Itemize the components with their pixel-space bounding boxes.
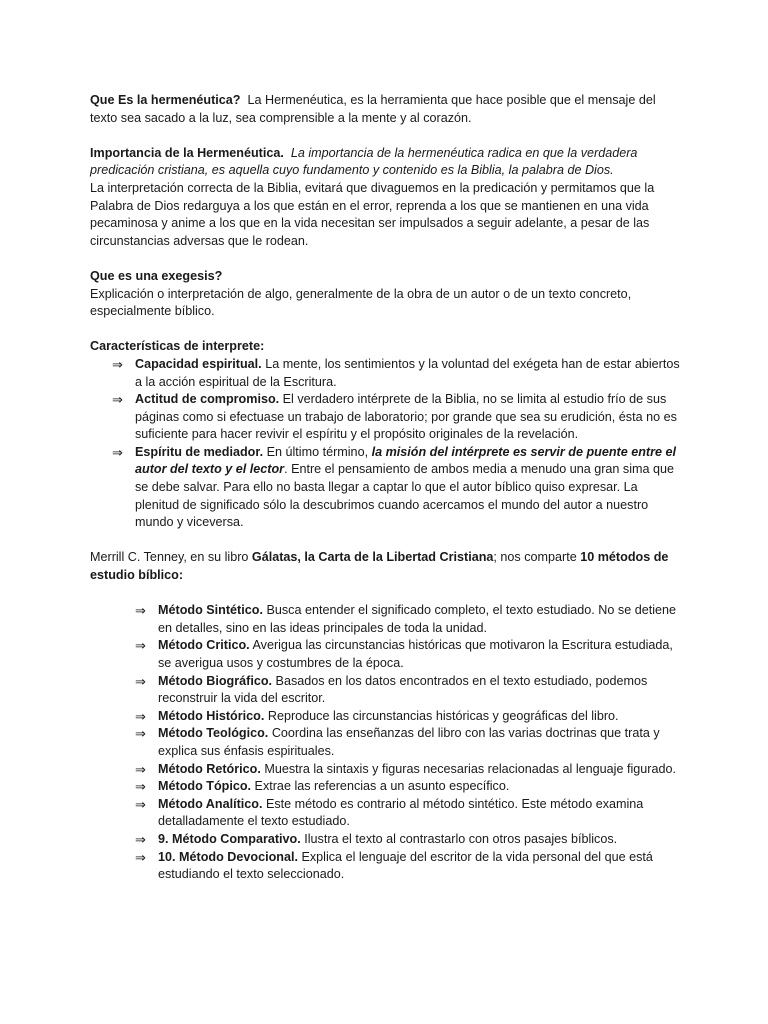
method-item bbox=[90, 761, 680, 779]
method-label: 10. Método Devocional. bbox=[158, 849, 298, 864]
section-title-importancia: Importancia de la Hermenéutica. bbox=[90, 145, 284, 160]
arrow-icon: ⇒ bbox=[135, 761, 146, 777]
section-title-hermeneutica: Que Es la hermenéutica? bbox=[90, 93, 241, 107]
method-label: Método Histórico. bbox=[158, 708, 265, 723]
method-label: Método Sintético. bbox=[158, 603, 263, 618]
method-label: Método Retórico. bbox=[158, 761, 261, 776]
method-text: Muestra la sintaxis y figuras necesarias relacionadas al lenguaje figurado. bbox=[264, 761, 676, 776]
list-item: ⇒ Capacidad espiritual. La mente, los sentimientos y la voluntad del exégeta han de estar abiertos a la acción espiritual de la Escritura. bbox=[112, 356, 680, 389]
method-label: Método Tópico. bbox=[158, 779, 252, 794]
method-item bbox=[90, 831, 680, 849]
arrow-icon: ⇒ bbox=[135, 708, 146, 724]
method-label: Método Teológico. bbox=[158, 726, 269, 741]
characteristics-list bbox=[90, 356, 680, 532]
method-item bbox=[90, 708, 680, 726]
method-text: Extrae las referencias a un asunto específico. bbox=[254, 779, 510, 794]
book-title: Gálatas, la Carta de la Libertad Cristiana bbox=[251, 550, 494, 565]
method-item bbox=[90, 637, 680, 672]
method-item bbox=[90, 778, 680, 796]
arrow-icon: ⇒ bbox=[112, 444, 123, 460]
method-item bbox=[90, 602, 680, 637]
method-text: Reproduce las circunstancias históricas y geográficas del libro. bbox=[267, 708, 619, 723]
method-text: Averigua las circunstancias históricas que motivaron la Escritura estudiada, se averigua usos y costumbres de la época. bbox=[158, 638, 673, 670]
hermeneutica-definition bbox=[90, 92, 680, 127]
method-label: Método Analítico. bbox=[158, 796, 263, 811]
method-text: Busca entender el significado completo, el texto estudiado. No se detiene en detalles, sino en las ideas principales de toda la unidad. bbox=[158, 603, 677, 635]
tenney-paragraph: Merrill C. Tenney, en su libro Gálatas, la Carta de la Libertad Cristiana; nos comparte 10 métodos de estudio bíblico: bbox=[90, 550, 669, 583]
arrow-icon: ⇒ bbox=[135, 726, 146, 742]
section-title-caracteristicas: Características de interprete: bbox=[90, 339, 265, 354]
methods-list bbox=[90, 602, 680, 884]
arrow-icon: ⇒ bbox=[135, 638, 146, 654]
arrow-icon: ⇒ bbox=[135, 849, 146, 865]
method-text: Explica el lenguaje del escritor de la vida personal del que está estudiando el texto seleccionado. bbox=[158, 849, 653, 882]
method-label: 9. Método Comparativo. bbox=[158, 831, 301, 846]
method-item bbox=[90, 796, 680, 831]
section-title-exegesis: Que es una exegesis? bbox=[90, 268, 223, 283]
arrow-icon: ⇒ bbox=[135, 673, 146, 689]
arrow-icon: ⇒ bbox=[135, 603, 146, 619]
exegesis-text: Explicación o interpretación de algo, generalmente de la obra de un autor o de un texto concreto, especialmente bíblico. bbox=[90, 286, 632, 319]
method-item bbox=[90, 725, 680, 760]
method-label: Método Critico. bbox=[158, 638, 250, 653]
method-text: Basados en los datos encontrados en el texto estudiado, podemos reconstruir la vida del escritor. bbox=[158, 673, 648, 706]
importancia-text: La interpretación correcta de la Biblia, evitará que divaguemos en la predicación y permitamos que la Palabra de Dios redarguya a los que están en el error, reprenda a los que se mantienen en una vida pecaminosa y anime a los que en la vida necesitan ser impulsados a seguir adelante, a pesar de las circunstancias adversas que le rodean. bbox=[90, 180, 655, 248]
importancia-paragraph bbox=[90, 145, 680, 180]
importancia-italic-text: La importancia de la hermenéutica radica en que la verdadera predicación cristiana, es aquella cuyo fundamento y contenido es la Biblia, la palabra de Dios. bbox=[90, 145, 638, 178]
list-item: ⇒ Actitud de compromiso. El verdadero intérprete de la Biblia, no se limita al estudio frío de sus páginas como si efectuase un trabajo de laboratorio; por grande que sea su erudición, ésta no es suficiente para hacer revivir el espíritu y el propósito originales de la revelación. bbox=[112, 392, 677, 442]
arrow-icon: ⇒ bbox=[135, 779, 146, 795]
methods-count: 10 métodos de estudio bíblico: bbox=[90, 550, 669, 583]
arrow-icon: ⇒ bbox=[112, 392, 123, 408]
arrow-icon: ⇒ bbox=[135, 831, 146, 847]
method-text: Este método es contrario al método sintético. Este método examina detalladamente el texto estudiado. bbox=[158, 796, 644, 829]
arrow-icon: ⇒ bbox=[135, 796, 146, 812]
document-body bbox=[90, 92, 680, 884]
method-text: Ilustra el texto al contrastarlo con otros pasajes bíblicos. bbox=[304, 831, 618, 846]
method-text: Coordina las enseñanzas del libro con las varias doctrinas que trata y explica sus énfasis espirituales. bbox=[158, 726, 660, 758]
method-item bbox=[90, 849, 680, 884]
list-item: ⇒ Espíritu de mediador. En último término, la misión del intérprete es servir de puente entre el autor del texto y el lector. Entre el pensamiento de ambos media a menudo una gran sima que se debe salvar. Para ello no basta llegar a captar lo que el autor bíblico quiso expresar. La plenitud de significado sólo la descubrimos cuando acercamos el mundo del autor a nuestro mundo y viceversa. bbox=[112, 444, 677, 530]
arrow-icon: ⇒ bbox=[112, 356, 123, 372]
emphasis-text: la misión del intérprete es servir de puente entre el autor del texto y el lector bbox=[135, 444, 677, 477]
method-item bbox=[90, 673, 680, 708]
method-label: Método Biográfico. bbox=[158, 673, 273, 688]
hermeneutica-text: La Hermenéutica, es la herramienta que hace posible que el mensaje del texto sea sacado a la luz, sea comprensible a la mente y al corazón. bbox=[90, 93, 656, 125]
